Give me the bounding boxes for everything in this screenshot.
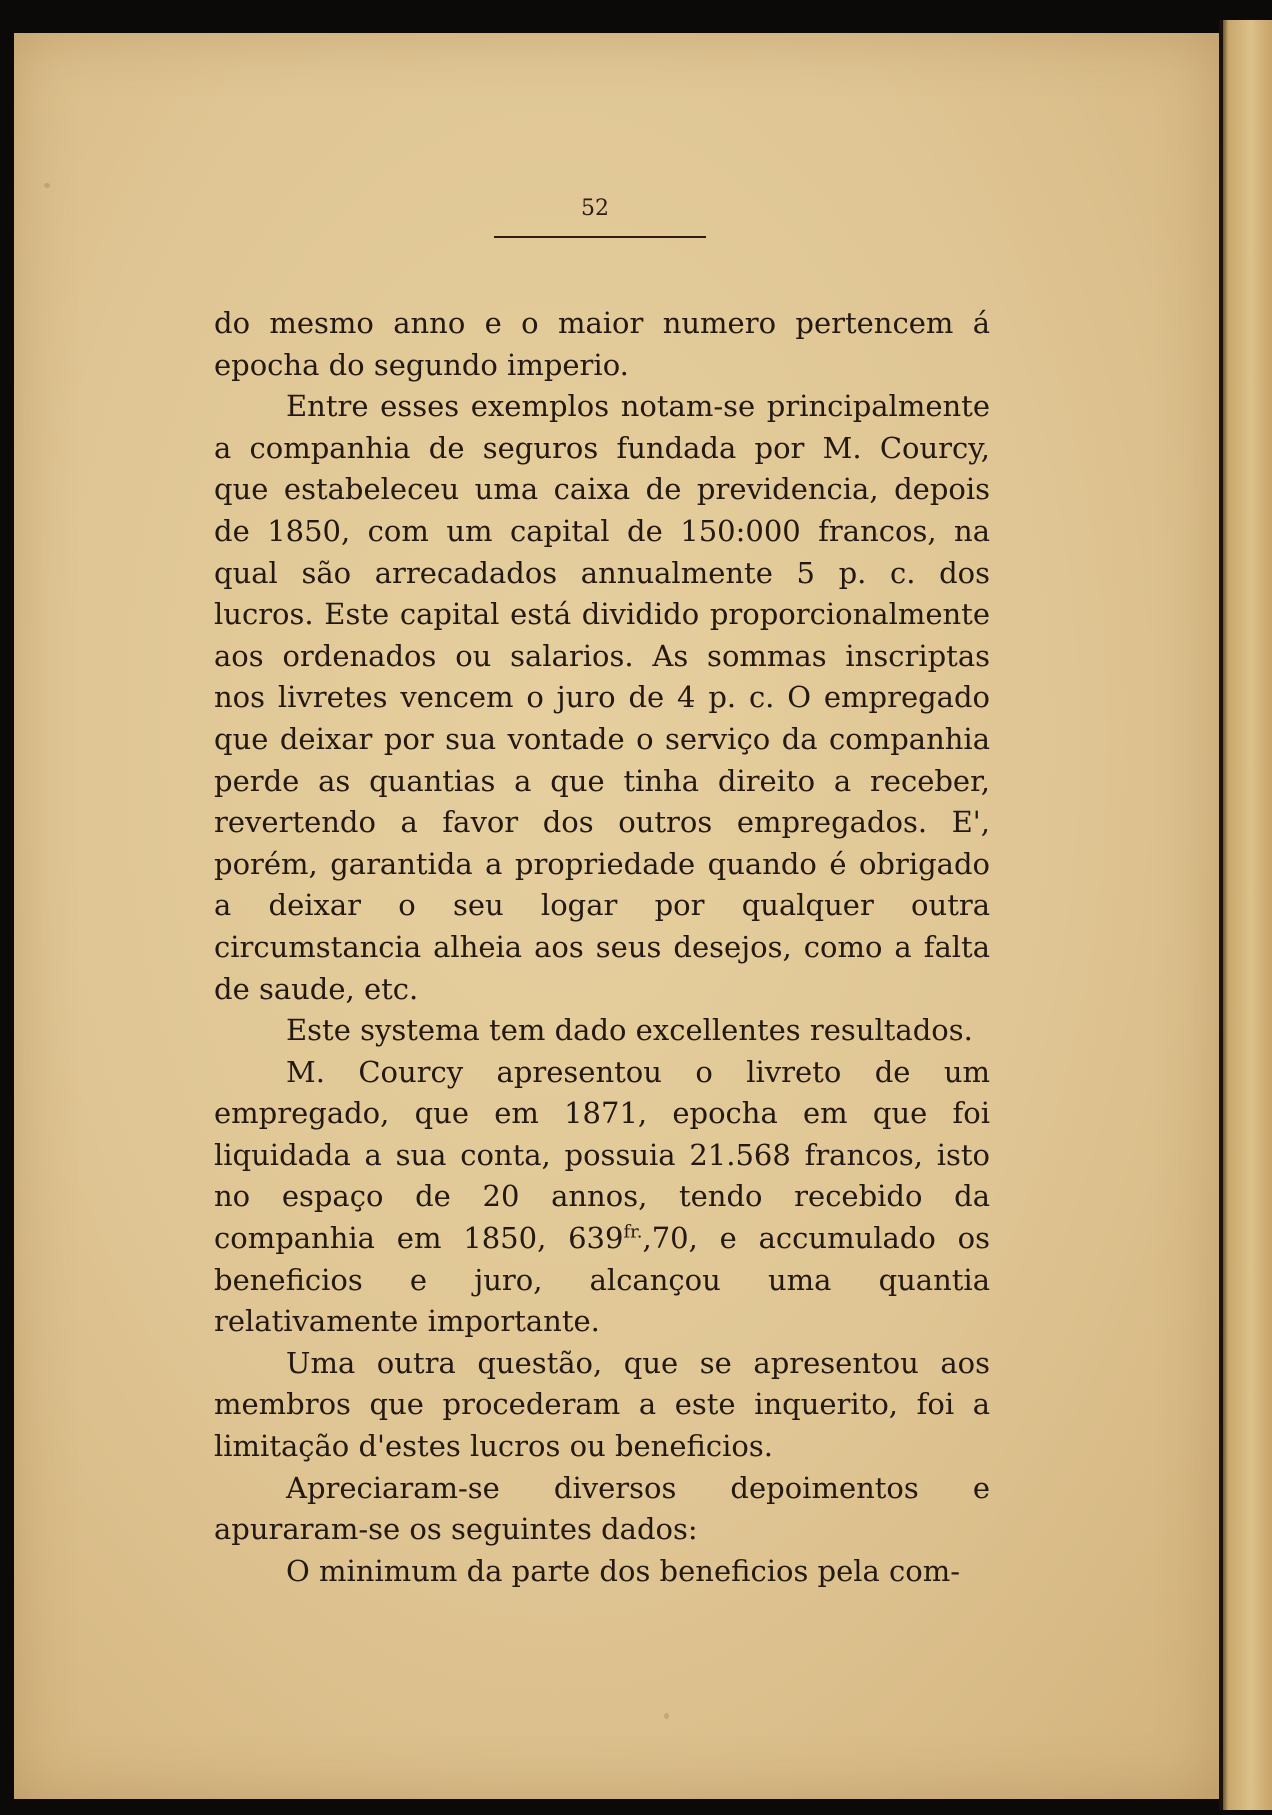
paragraph-courcy-company: Entre esses exemplos notam-se principalmente a companhia de seguros fundada por M. Courcy, que estabeleceu uma caixa de previdencia, depois de 1850, com um capital de 150:000 francos, na qual são arrecadados annualmente 5 p. c. dos lucros. Este capital está dividido proporcionalmente aos ordenados ou salarios. As sommas inscriptas nos livretes vencem o juro de 4 p. c. O empregado que deixar por sua vontade o serviço da companhia perde as quantias a que tinha direito a receber, revertendo a favor dos outros empregados. E', porém, garantida a propriedade quando é obrigado a deixar o seu logar por qualquer outra circumstancia alheia aos seus desejos, como a falta de saude, etc. (214, 389, 990, 1006)
foxing-spot (44, 183, 50, 188)
livreto-text-start: M. Courcy apresentou o livreto de um empregado, que em 1871, epocha em que foi liquidada a sua conta, possuia 21.568 francos, isto no espaço de 20 annos, tendo recebido da companhia em 1850, 639 (214, 1054, 990, 1256)
paragraph-livreto-example (214, 1052, 990, 1343)
page-number: 52 (581, 196, 609, 221)
body-text (214, 303, 990, 1592)
header-rule (494, 236, 706, 238)
francs-superscript: fr. (623, 1221, 643, 1243)
paragraph-system-results: Este systema tem dado excellentes resultados. (286, 1013, 973, 1048)
paragraph-testimonies: Apreciaram-se diversos depoimentos e apuraram-se os seguintes dados: (214, 1470, 990, 1547)
paragraph-limitation-question: Uma outra questão, que se apresentou aos membros que procederam a este inquerito, foi a limitação d'estes lucros ou beneficios. (214, 1345, 990, 1464)
foxing-spot (664, 1713, 669, 1719)
livreto-text-end: ,70, e accumulado os beneficios e juro, alcançou uma quantia relativamente importante. (214, 1221, 990, 1339)
adjacent-page-edge (1219, 20, 1272, 1810)
paragraph-continuation: do mesmo anno e o maior numero pertencem á epocha do segundo imperio. (214, 306, 990, 382)
paragraph-minimum: O minimum da parte dos beneficios pela com- (286, 1553, 961, 1588)
